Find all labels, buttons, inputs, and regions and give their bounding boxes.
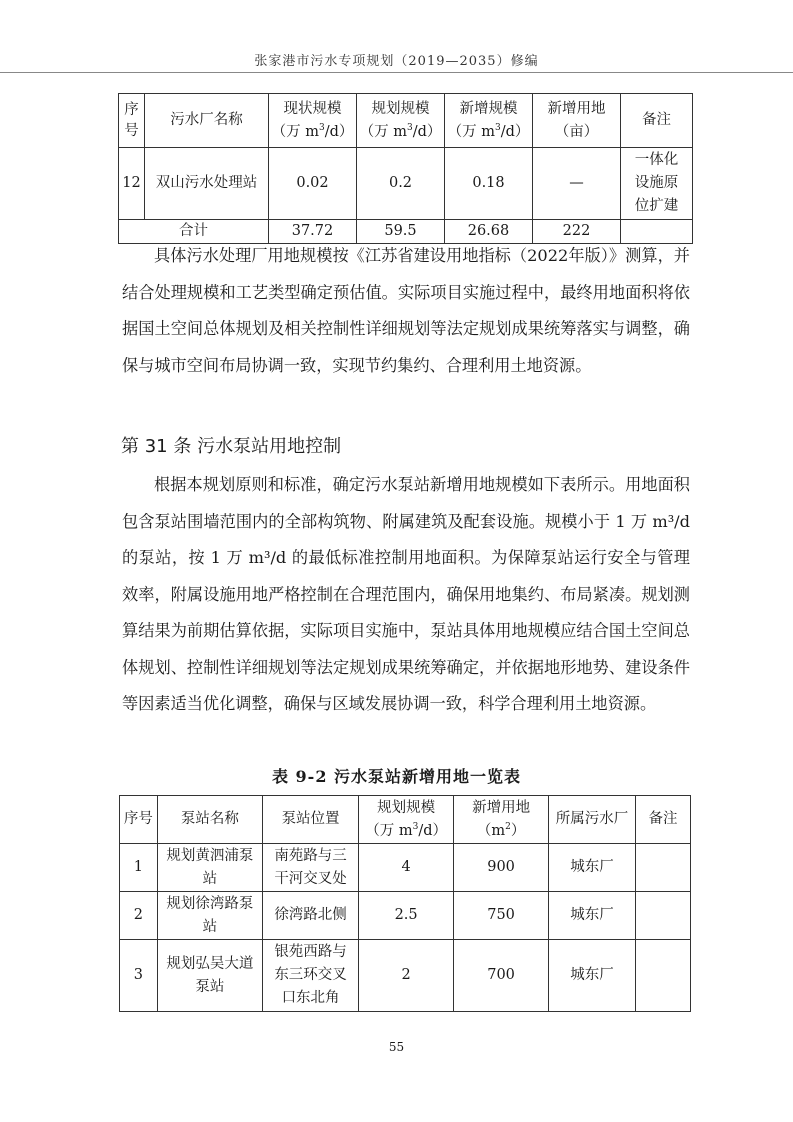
unit-sup: 2 <box>505 821 511 832</box>
header-new-scale <box>445 94 533 148</box>
cell-remark-text: 一体化设施原位扩建 <box>634 152 679 214</box>
table-header-row <box>119 94 693 148</box>
header-new-land <box>454 796 549 844</box>
header-name: 污水厂名称 <box>145 94 269 148</box>
paragraph-pump-station <box>122 467 690 723</box>
cell-scale: 2.5 <box>359 892 454 940</box>
unit: ） <box>510 822 526 839</box>
cell-name: 双山污水处理站 <box>145 148 269 220</box>
cell-name <box>157 940 262 1012</box>
cell-name-text: 规划徐湾路泵站 <box>166 895 254 935</box>
header-location: 泵站位置 <box>263 796 359 844</box>
cell-seq: 3 <box>120 940 158 1012</box>
cell-plant: 城东厂 <box>549 892 636 940</box>
cell-seq: 1 <box>120 844 158 892</box>
paragraph-text: 根据本规划原则和标准，确定污水泵站新增用地规模如下表所示。用地面积包含泵站围墙范围内的全部构筑物、附属建筑及配套设施。规模小于 1 万 m³/d 的泵站，按 1 万 m³/d 的最低标准控制用地面积。为保障泵站运行安全与管理效率，附属设施用地严格控制在合理范围内，确保用地集约、布局紧凑。规划测算结果为前期估算依据，实际项目实施中，泵站具体用地规模应结合国土空间总体规划、控制性详细规划等法定规划成果统筹确定，并依据地形地势、建设条件等因素适当优化调整，确保与区域发展协调一致，科学合理利用土地资源。 <box>122 475 690 713</box>
header-plant: 所属污水厂 <box>549 796 636 844</box>
header-label: 现状规模 <box>283 100 342 117</box>
table-row <box>119 148 693 220</box>
header-rule <box>0 72 793 73</box>
cell-location <box>263 844 359 892</box>
header-label: 新增规模 <box>459 100 518 117</box>
cell-plant: 城东厂 <box>549 940 636 1012</box>
header-label: 规划规模 <box>371 100 430 117</box>
header-label: 新增用地 <box>547 100 606 117</box>
pump-station-table <box>119 795 691 1012</box>
cell-remark <box>621 148 693 220</box>
unit: （亩） <box>554 123 599 140</box>
cell-plant: 城东厂 <box>549 844 636 892</box>
running-header <box>0 0 793 70</box>
total-planned: 59.5 <box>357 220 445 244</box>
unit-sup: 3 <box>318 122 325 133</box>
unit: /d） <box>500 123 530 140</box>
header-label: 规划规模 <box>377 799 436 816</box>
article-heading: 第 31 条 污水泵站用地控制 <box>121 436 342 457</box>
unit: （m <box>476 822 506 839</box>
header-seq <box>119 94 145 148</box>
cell-remark <box>636 940 691 1012</box>
unit-sup: 3 <box>412 821 419 832</box>
document-title: 张家港市污水专项规划（2019—2035）修编 <box>254 54 539 69</box>
cell-location: 徐湾路北侧 <box>263 892 359 940</box>
cell-new-scale: 0.18 <box>445 148 533 220</box>
table-row <box>120 940 691 1012</box>
unit: （万 m <box>271 123 319 140</box>
total-new-scale: 26.68 <box>445 220 533 244</box>
cell-location <box>263 940 359 1012</box>
header-scale <box>359 796 454 844</box>
header-planned-scale <box>357 94 445 148</box>
cell-name <box>157 844 262 892</box>
unit: /d） <box>418 822 447 839</box>
unit: /d） <box>324 123 354 140</box>
unit: （万 m <box>365 822 413 839</box>
header-seq-text: 序号 <box>124 101 139 139</box>
cell-new-land: — <box>533 148 621 220</box>
paragraph-land-standard <box>122 238 690 384</box>
header-remark: 备注 <box>636 796 691 844</box>
cell-location-text: 南苑路与三干河交叉处 <box>274 847 347 887</box>
cell-location-text: 银苑西路与东三环交叉口东北角 <box>274 944 347 1006</box>
header-remark: 备注 <box>621 94 693 148</box>
cell-remark <box>636 892 691 940</box>
cell-seq: 2 <box>120 892 158 940</box>
table-caption: 表 9-2 污水泵站新增用地一览表 <box>271 767 522 786</box>
table-row <box>120 892 691 940</box>
unit: （万 m <box>359 123 407 140</box>
cell-new-land: 750 <box>454 892 549 940</box>
unit-sup: 3 <box>494 122 501 133</box>
cell-name-text: 规划弘吴大道泵站 <box>166 955 254 995</box>
cell-name <box>157 892 262 940</box>
cell-current: 0.02 <box>269 148 357 220</box>
table-row <box>120 844 691 892</box>
unit: /d） <box>412 123 442 140</box>
cell-name-text: 规划黄泗浦泵站 <box>166 847 254 887</box>
cell-remark <box>636 844 691 892</box>
unit-sup: 3 <box>406 122 413 133</box>
cell-new-land: 700 <box>454 940 549 1012</box>
total-new-land: 222 <box>533 220 621 244</box>
header-name: 泵站名称 <box>157 796 262 844</box>
cell-scale: 4 <box>359 844 454 892</box>
paragraph-text: 具体污水处理厂用地规模按《江苏省建设用地指标（2022年版）》测算，并结合处理规模和工艺类型确定预估值。实际项目实施过程中，最终用地面积将依据国土空间总体规划及相关控制性详细规划等法定规划成果统筹落实与调整，确保与城市空间布局协调一致，实现节约集约、合理利用土地资源。 <box>122 246 690 375</box>
header-current-scale <box>269 94 357 148</box>
unit: （万 m <box>447 123 495 140</box>
cell-new-land: 900 <box>454 844 549 892</box>
wastewater-plant-table <box>118 93 693 244</box>
page-number: 55 <box>388 1040 405 1054</box>
cell-scale: 2 <box>359 940 454 1012</box>
total-label: 合计 <box>119 220 269 244</box>
cell-seq: 12 <box>119 148 145 220</box>
header-seq: 序号 <box>120 796 158 844</box>
cell-planned: 0.2 <box>357 148 445 220</box>
table-header-row <box>120 796 691 844</box>
total-current: 37.72 <box>269 220 357 244</box>
header-label: 新增用地 <box>472 799 531 816</box>
header-new-land <box>533 94 621 148</box>
